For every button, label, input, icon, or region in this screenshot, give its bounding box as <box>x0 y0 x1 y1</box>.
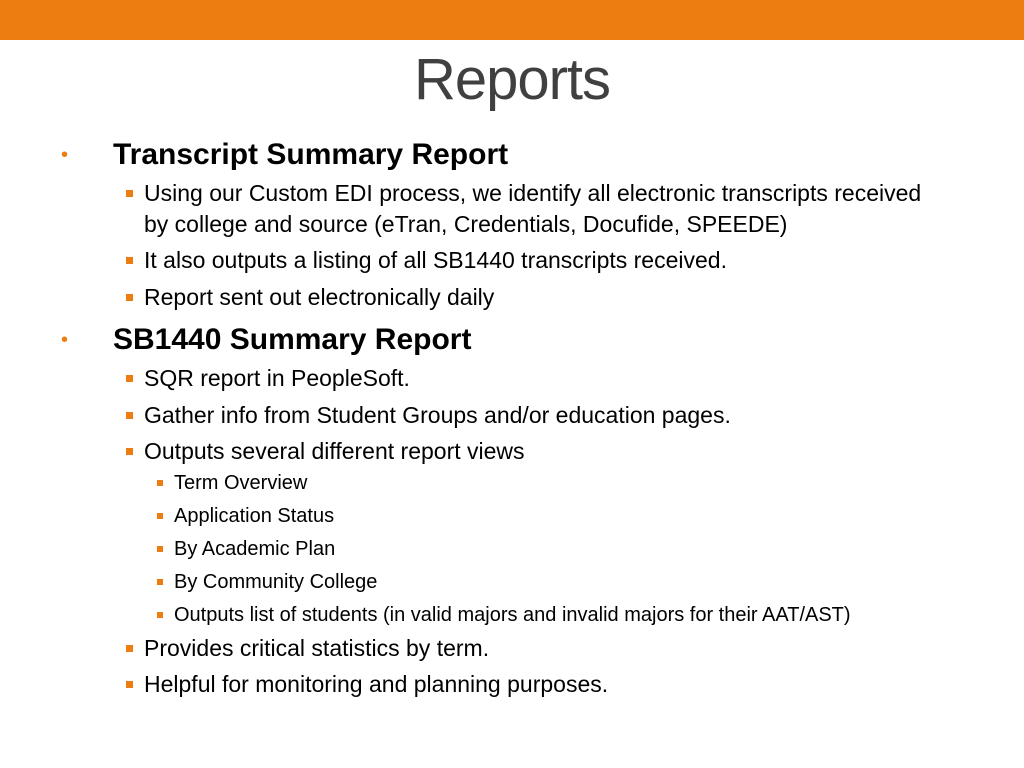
square-bullet-icon <box>157 612 163 618</box>
sub-list-item-text: Application Status <box>174 504 335 527</box>
sub-list-item-text: By Community College <box>174 570 378 593</box>
list-item-text: It also outputs a listing of all SB1440 transcripts received. <box>144 247 727 273</box>
heading-text: SB1440 Summary Report <box>113 323 472 356</box>
list-item <box>0 282 1024 313</box>
square-bullet-icon <box>126 375 133 382</box>
slide-title: Reports <box>413 47 611 112</box>
square-bullet-icon <box>126 190 133 197</box>
slide-body <box>0 134 1024 700</box>
list-item-text: Helpful for monitoring and planning purposes. <box>144 671 609 697</box>
sub-list-item-text: Outputs list of students (in valid majors and invalid majors for their AAT/AST) <box>174 603 851 626</box>
sub-list-item <box>0 503 1024 530</box>
list-item <box>0 436 1024 467</box>
round-bullet-icon: • <box>61 329 69 351</box>
sub-list-item <box>0 602 1024 629</box>
square-bullet-icon <box>157 513 163 519</box>
square-bullet-icon <box>157 546 163 552</box>
list-item-text: Report sent out electronically daily <box>144 283 495 310</box>
sub-list-item <box>0 470 1024 497</box>
list-item-text: Provides critical statistics by term. <box>144 634 490 661</box>
top-accent-bar <box>0 0 1024 40</box>
sub-list-item <box>0 536 1024 563</box>
list-item-text: Outputs several different report views <box>144 438 525 464</box>
square-bullet-icon <box>126 294 133 301</box>
list-item <box>0 245 1024 276</box>
list-item-text: Using our Custom EDI process, we identify all electronic transcripts received by college and source (eTran, Credentials, Docufide, SPEEDE) <box>144 180 922 237</box>
square-bullet-icon <box>126 412 133 419</box>
section-sb1440-summary <box>0 319 1024 700</box>
square-bullet-icon <box>126 257 133 264</box>
list-item <box>0 178 1024 239</box>
bullet-heading-transcript-summary <box>0 134 1024 176</box>
heading-text: Transcript Summary Report <box>113 138 509 171</box>
bullet-heading-sb1440-summary <box>0 319 1024 361</box>
round-bullet-icon: • <box>61 144 69 166</box>
square-bullet-icon <box>126 448 133 455</box>
sub-list-item-text: Term Overview <box>174 471 308 494</box>
square-bullet-icon <box>157 480 163 486</box>
list-item <box>0 400 1024 431</box>
square-bullet-icon <box>126 645 133 652</box>
list-item <box>0 363 1024 394</box>
sub-list-item-text: By Academic Plan <box>174 537 336 560</box>
list-item <box>0 669 1024 700</box>
sub-list-item <box>0 569 1024 596</box>
list-item <box>0 633 1024 664</box>
square-bullet-icon <box>126 681 133 688</box>
square-bullet-icon <box>157 579 163 585</box>
section-transcript-summary <box>0 134 1024 312</box>
list-item-text: SQR report in PeopleSoft. <box>144 365 410 391</box>
list-item-text: Gather info from Student Groups and/or education pages. <box>144 401 731 428</box>
